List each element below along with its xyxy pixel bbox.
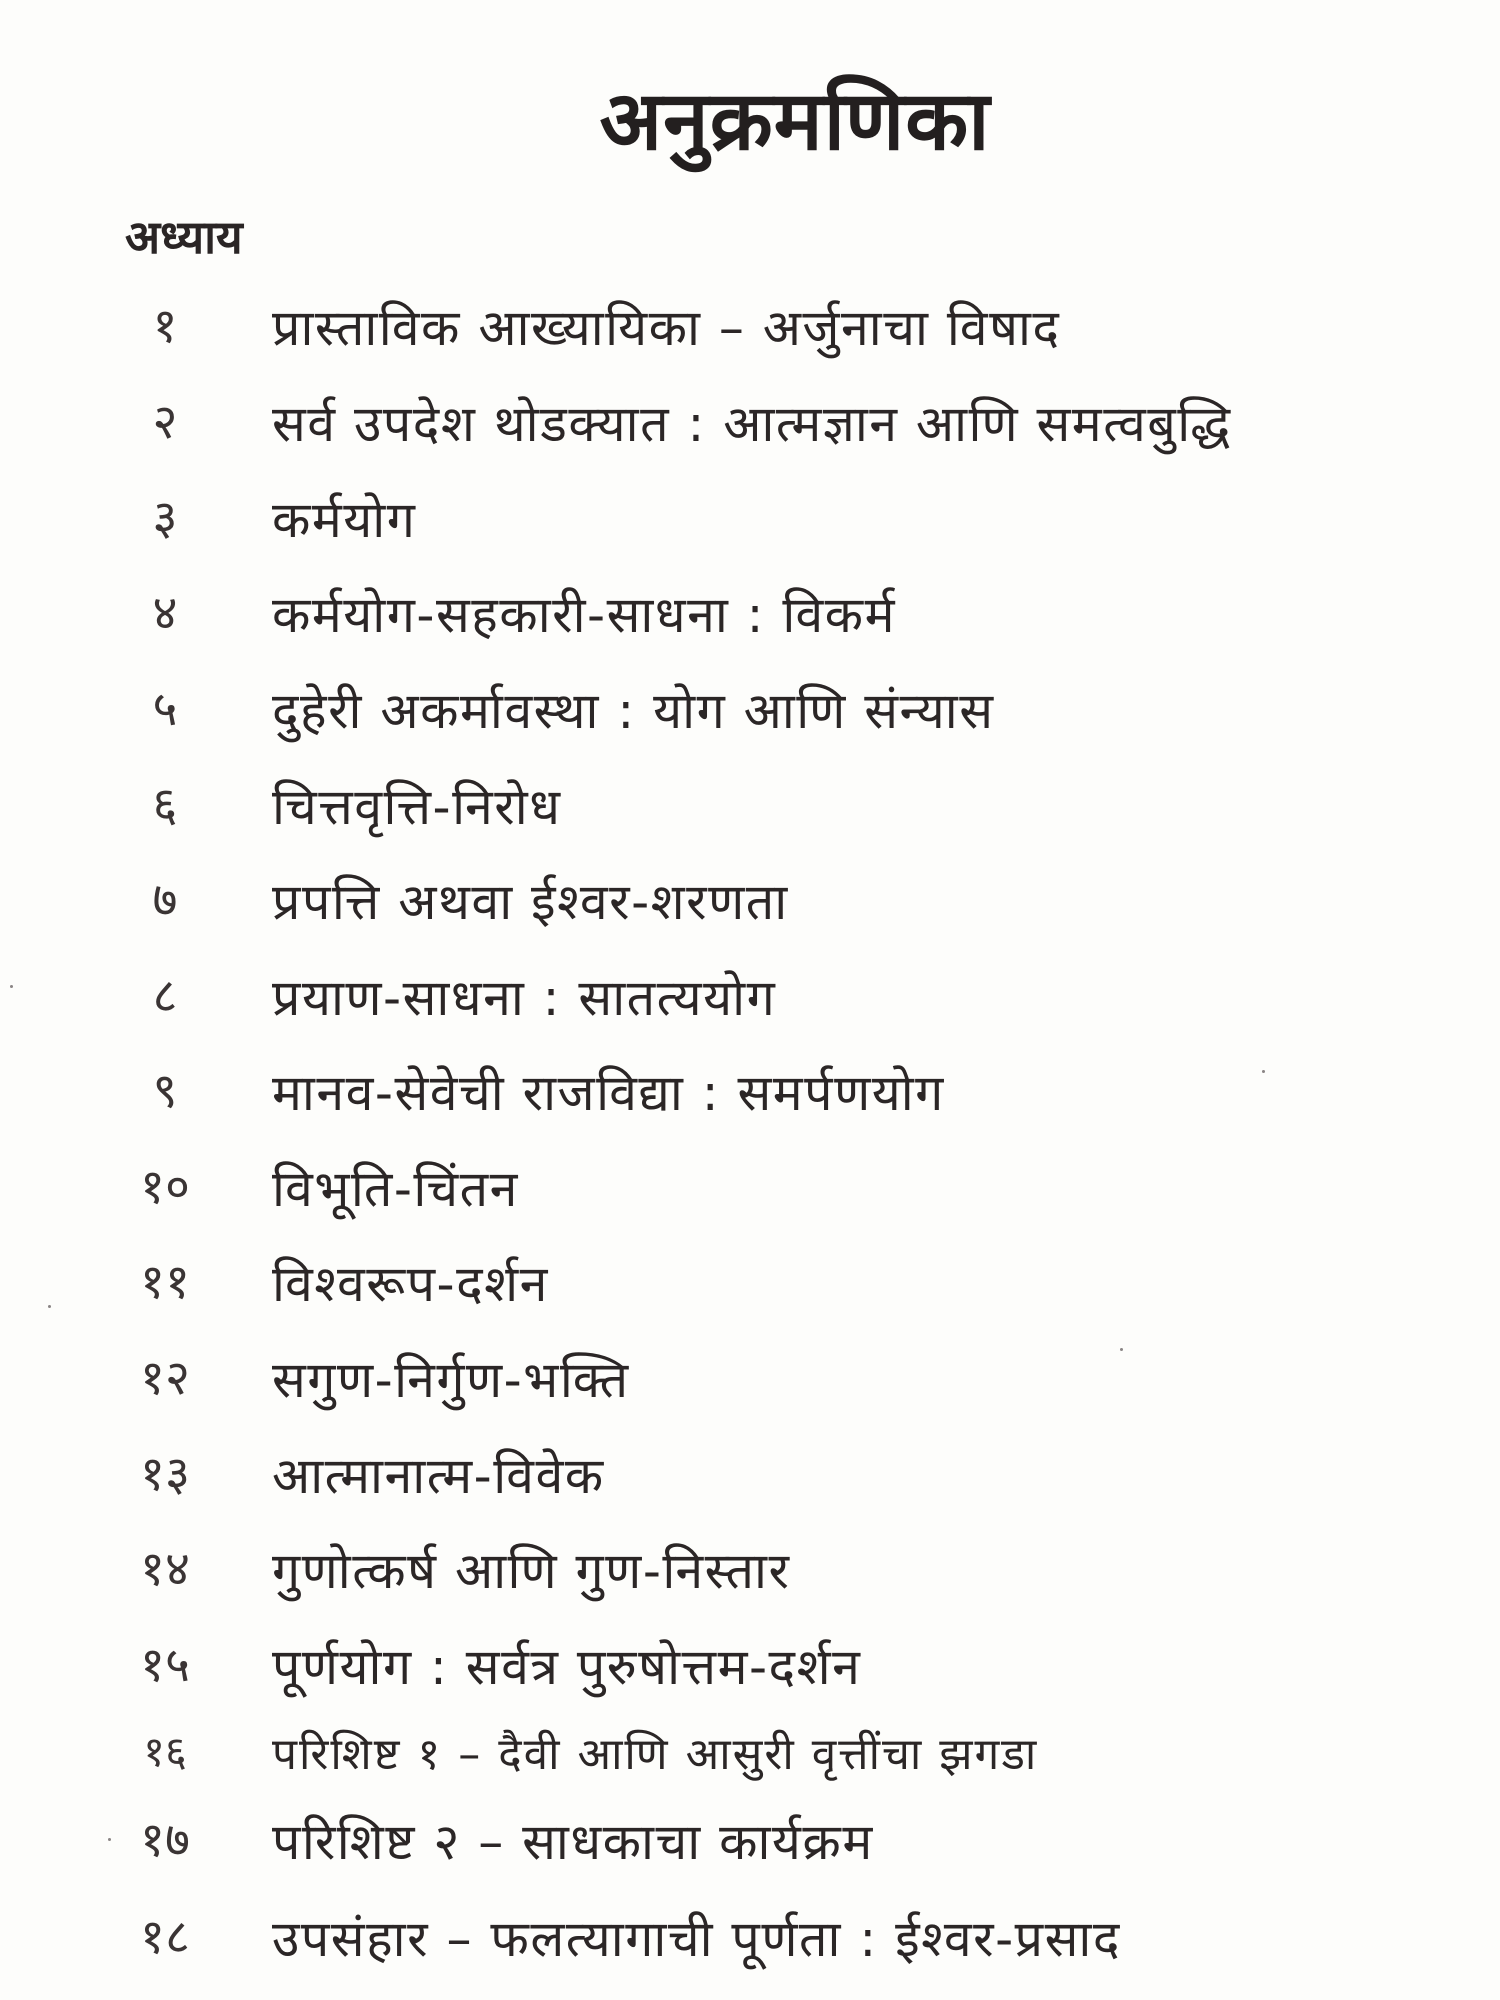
entry-number: ५ <box>152 681 178 737</box>
entry-title: प्रास्ताविक आख्यायिका – अर्जुनाचा विषाद <box>272 299 1061 357</box>
toc-entry <box>0 1903 1500 1983</box>
entry-number: ६ <box>152 777 178 833</box>
paper-speck <box>108 1838 111 1841</box>
entry-number: ८ <box>152 968 178 1024</box>
entry-title: गुणोत्कर्ष आणि गुण-निस्तार <box>272 1542 791 1600</box>
entry-number: १८ <box>140 1909 190 1965</box>
entry-number: १० <box>140 1159 190 1215</box>
toc-entry <box>0 1248 1500 1328</box>
entry-number: १६ <box>143 1727 187 1776</box>
toc-entry <box>0 484 1500 564</box>
entry-number: १७ <box>140 1812 190 1868</box>
toc-entry <box>0 1806 1500 1886</box>
entry-number: ४ <box>152 585 178 641</box>
paper-speck <box>10 985 13 988</box>
entry-title: कर्मयोग <box>272 491 417 549</box>
entry-number: १३ <box>140 1446 190 1502</box>
entry-number: ३ <box>152 490 178 546</box>
entry-number: १ <box>152 298 178 354</box>
entry-title: परिशिष्ट २ – साधकाचा कार्यक्रम <box>272 1813 874 1871</box>
entry-title: परिशिष्ट १ – दैवी आणि आसुरी वृत्तींचा झगडा <box>272 1729 1039 1780</box>
toc-entry <box>0 1057 1500 1137</box>
entry-number: ७ <box>152 872 178 928</box>
entry-title: दुहेरी अकर्मावस्था : योग आणि संन्यास <box>272 682 995 740</box>
toc-entry <box>0 1440 1500 1520</box>
toc-entry <box>0 771 1500 851</box>
paper-speck <box>48 1305 51 1308</box>
entry-number: ९ <box>152 1063 178 1119</box>
entry-title: कर्मयोग-सहकारी-साधना : विकर्म <box>272 586 896 644</box>
toc-entry <box>0 1153 1500 1233</box>
entry-number: २ <box>152 394 178 450</box>
entry-number: १५ <box>140 1637 190 1693</box>
entry-title: विभूति-चिंतन <box>272 1160 519 1218</box>
toc-entry <box>0 675 1500 755</box>
toc-entry <box>0 292 1500 372</box>
toc-entry <box>0 388 1500 468</box>
entry-title: उपसंहार – फलत्यागाची पूर्णता : ईश्वर-प्रसाद <box>272 1910 1121 1968</box>
entry-title: प्रपत्ति अथवा ईश्वर-शरणता <box>272 873 789 931</box>
paper-speck <box>1120 1348 1123 1351</box>
entry-title: सगुण-निर्गुण-भक्ति <box>272 1351 630 1409</box>
column-heading: अध्याय <box>125 210 243 264</box>
toc-entry <box>0 1631 1500 1711</box>
paper-speck <box>1262 1070 1265 1073</box>
entry-title: आत्मानात्म-विवेक <box>272 1447 605 1505</box>
entry-title: पूर्णयोग : सर्वत्र पुरुषोत्तम-दर्शन <box>272 1638 862 1696</box>
entry-title: चित्तवृत्ति-निरोध <box>272 778 562 836</box>
page-title: अनुक्रमणिका <box>599 74 991 169</box>
toc-entry <box>0 866 1500 946</box>
toc-entry <box>0 1722 1500 1802</box>
toc-entry <box>0 1535 1500 1615</box>
toc-entry <box>0 579 1500 659</box>
entry-number: १४ <box>140 1541 190 1597</box>
entry-title: विश्वरूप-दर्शन <box>272 1255 549 1313</box>
entry-number: १२ <box>140 1350 190 1406</box>
entry-number: ११ <box>140 1254 190 1310</box>
toc-entry <box>0 962 1500 1042</box>
entry-title: प्रयाण-साधना : सातत्ययोग <box>272 969 777 1027</box>
toc-entry <box>0 1344 1500 1424</box>
entry-title: सर्व उपदेश थोडक्यात : आत्मज्ञान आणि समत्वबुद्धि <box>272 395 1232 453</box>
entry-title: मानव-सेवेची राजविद्या : समर्पणयोग <box>272 1064 945 1122</box>
